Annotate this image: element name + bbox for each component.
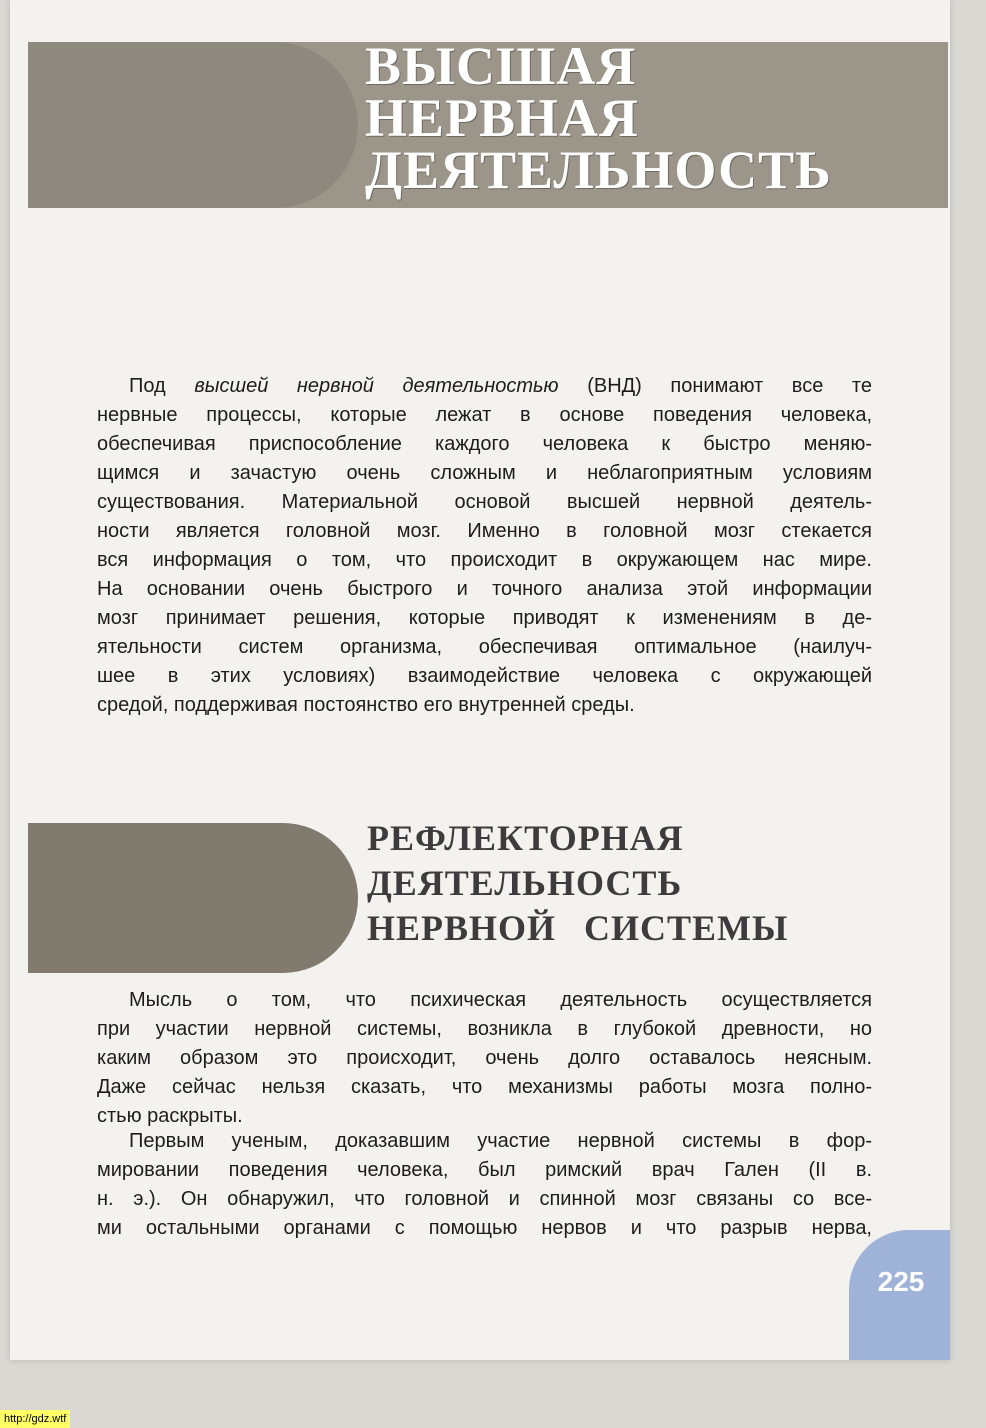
intro-line: нервные процессы, которые лежат в основе поведения человека, bbox=[97, 404, 872, 426]
chapter-title bbox=[365, 36, 925, 200]
chapter-title-line: ВЫСШАЯ bbox=[365, 36, 637, 96]
intro-line: шее в этих условиях) взаимодействие человека с окружающей bbox=[97, 665, 872, 687]
watermark-link[interactable]: http://gdz.wtf bbox=[0, 1410, 70, 1428]
intro-line: щимся и зачастую очень сложным и неблагоприятным условиям bbox=[97, 462, 872, 484]
chapter-title-line: НЕРВНАЯ bbox=[365, 88, 640, 148]
section-banner bbox=[28, 823, 358, 973]
paragraph-line: стью раскрыты. bbox=[97, 1105, 243, 1127]
intro-line-post: (ВНД) понимают все те bbox=[558, 375, 872, 397]
section-title bbox=[367, 816, 887, 951]
paragraph-line: Первым ученым, доказавшим участие нервной системы в фор- bbox=[129, 1130, 872, 1152]
term-emphasis: высшей нервной деятельностью bbox=[194, 375, 559, 397]
intro-line-pre: Под bbox=[129, 375, 195, 397]
paragraph-line: при участии нервной системы, возникла в глубокой древности, но bbox=[97, 1018, 872, 1040]
paragraph-line: Даже сейчас нельзя сказать, что механизмы работы мозга полно- bbox=[97, 1076, 872, 1098]
paragraph bbox=[97, 1127, 872, 1243]
section-title-line: РЕФЛЕКТОРНАЯ bbox=[367, 818, 684, 858]
paragraph-line: н. э.). Он обнаружил, что головной и спинной мозг связаны со все- bbox=[97, 1188, 872, 1210]
intro-line: обеспечивая приспособление каждого человека к быстро меняю- bbox=[97, 433, 872, 455]
paragraph-line: каким образом это происходит, очень долго оставалось неясным. bbox=[97, 1047, 872, 1069]
paragraph bbox=[97, 986, 872, 1131]
chapter-banner-cap bbox=[28, 42, 358, 208]
section-title-line: ДЕЯТЕЛЬНОСТЬ bbox=[367, 863, 683, 903]
chapter-title-line: ДЕЯТЕЛЬНОСТЬ bbox=[365, 140, 832, 200]
intro-paragraph bbox=[97, 372, 872, 720]
paragraph-line: Мысль о том, что психическая деятельность осуществляется bbox=[129, 989, 872, 1011]
paragraph-line: мировании поведения человека, был римский врач Гален (II в. bbox=[97, 1159, 872, 1181]
intro-line bbox=[97, 372, 872, 401]
intro-line: ности является головной мозг. Именно в головной мозг стекается bbox=[97, 520, 872, 542]
intro-line: На основании очень быстрого и точного анализа этой информации bbox=[97, 578, 872, 600]
section-title-line: НЕРВНОЙ СИСТЕМЫ bbox=[367, 908, 789, 948]
paragraph-line: ми остальными органами с помощью нервов и что разрыв нерва, bbox=[97, 1217, 872, 1239]
intro-line: мозг принимает решения, которые приводят к изменениям в де- bbox=[97, 607, 872, 629]
intro-line: вся информация о том, что происходит в окружающем нас мире. bbox=[97, 549, 872, 571]
intro-line: ятельности систем организма, обеспечивая оптимальное (наилуч- bbox=[97, 636, 872, 658]
page-number: 225 bbox=[877, 1266, 925, 1297]
intro-line: средой, поддерживая постоянство его внутренней среды. bbox=[97, 694, 635, 716]
intro-line: существования. Материальной основой высшей нервной деятель- bbox=[97, 491, 872, 513]
